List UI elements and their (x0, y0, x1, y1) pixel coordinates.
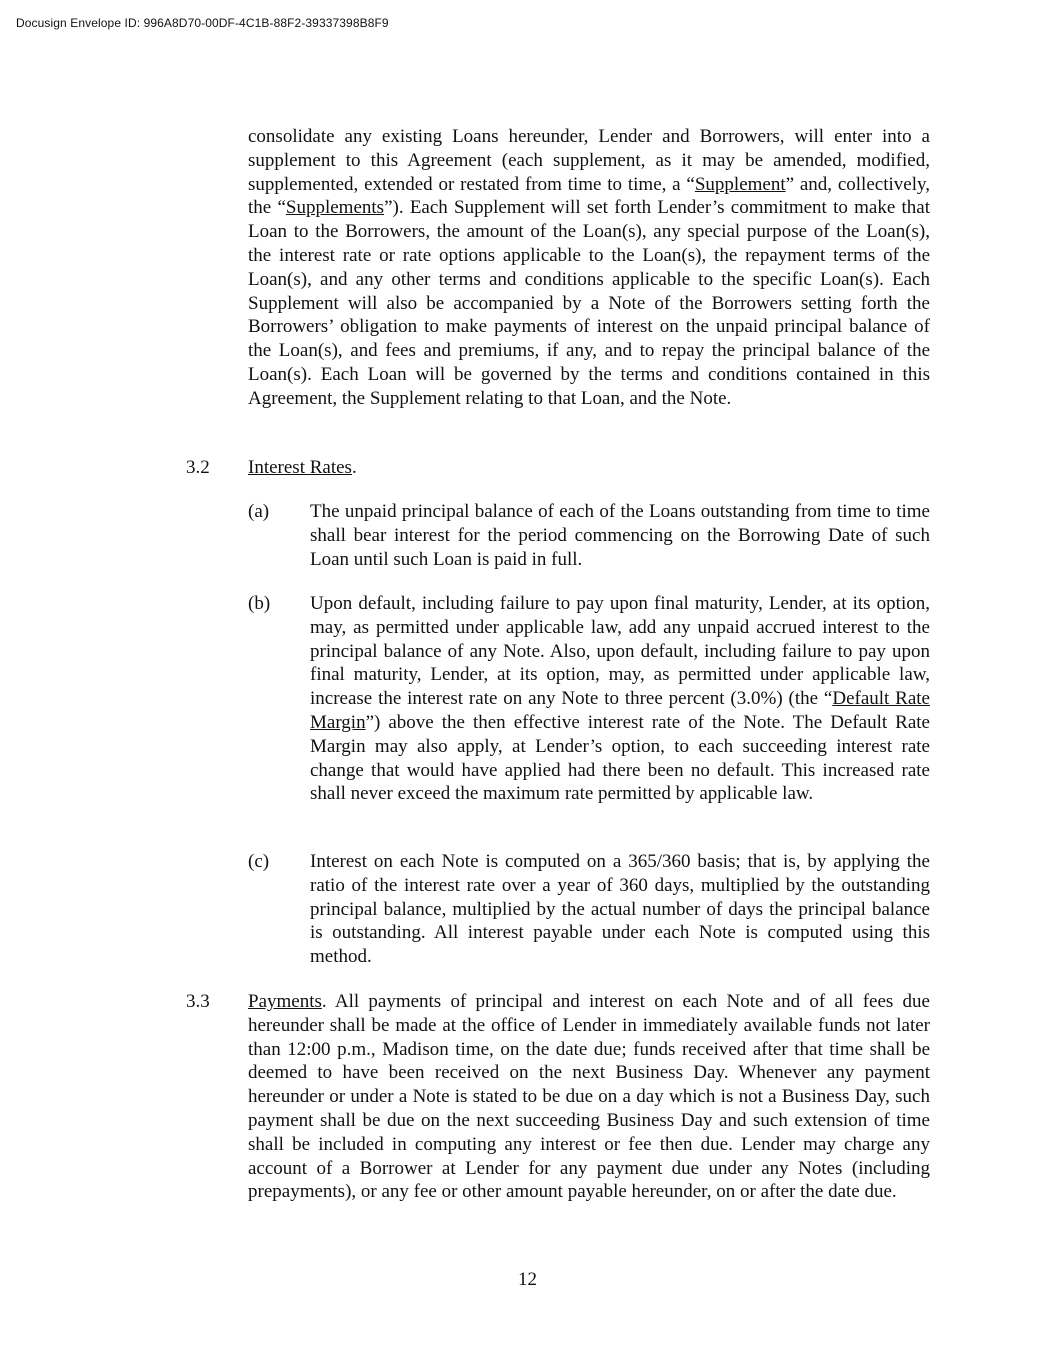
section-3-2-title-period: . (351, 457, 357, 478)
subsection-b-text-1: Upon default, including failure to pay upon final maturity, Lender, at its option, may, as permitted under applicable law, add any unpaid accrued interest to the principal balance of any Note. Also, upon default, including failure to pay upon final maturity, Lender, at its option, may, as permitted under applicable law, increase the interest rate on any Note to three percent (3.0%) (the “ (310, 593, 930, 710)
subsection-a-label: (a) (248, 501, 270, 522)
intro-text-3: ”). Each Supplement will set forth Lender’s commitment to make that Loan to the Borrowers, the amount of the Loan(s), any special purpose of the Loan(s), the interest rate or rate options applicable to the Loan(s), the repayment terms of the Loan(s), and any other terms and conditions applicable to the specific Loan(s). Each Supplement will also be accompanied by a Note of the Borrowers setting forth the Borrowers’ obligation to make payments of interest on the unpaid principal balance of the Loan(s), and fees and premiums, if any, and to repay the principal balance of the Loan(s). Each Loan will be governed by the terms and conditions contained in this Agreement, the Supplement relating to that Loan, and the Note. (248, 197, 930, 409)
subsection-b-label: (b) (248, 593, 271, 614)
page-number: 12 (518, 1269, 537, 1290)
section-3-2-number: 3.2 (186, 457, 210, 478)
subsection-c-label: (c) (248, 851, 270, 872)
intro-text-2: ” and, collectively, the “ (248, 173, 930, 219)
subsection-b-text-2: ”) above the then effective interest rate of the Note. The Default Rate Margin may also apply, at Lender’s option, to each succeeding interest rate change that would have applied had there been no default. This increased rate shall never exceed the maximum rate permitted by applicable law. (310, 711, 930, 805)
subsection-a-text: The unpaid principal balance of each of the Loans outstanding from time to time shall bear interest for the period commencing on the Borrowing Date of such Loan until such Loan is paid in full. (310, 501, 930, 570)
docusign-envelope-id: Docusign Envelope ID: 996A8D70-00DF-4C1B-88F2-39337398B8F9 (16, 16, 389, 30)
defined-term-default-rate-margin: Default Rate Margin (310, 688, 930, 733)
subsection-b-text (310, 592, 930, 806)
defined-term-supplements: Supplements (285, 197, 385, 219)
section-3-3-number: 3.3 (186, 991, 210, 1012)
defined-term-supplement: Supplement (694, 173, 786, 195)
subsection-c-text: Interest on each Note is computed on a 365/360 basis; that is, by applying the ratio of the interest rate over a year of 360 days, multiplied by the outstanding principal balance, multiplied by the actual number of days the principal balance is outstanding. All interest payable under each Note is computed using this method. (310, 851, 930, 968)
section-3-3-title: Payments (248, 991, 322, 1012)
section-3-3-text: . All payments of principal and interest on each Note and of all fees due hereunder shall be made at the office of Lender in immediately available funds not later than 12:00 p.m., Madison time, on the date due; funds received after that time shall be deemed to have been received on the next Business Day. Whenever any payment hereunder or under a Note is stated to be due on a day which is not a Business Day, such payment shall be due on the next succeeding Business Day and such extension of time shall be included in computing any interest or fee then due. Lender may charge any account of a Borrower at Lender for any payment due under any Notes (including prepayments), or any fee or other amount payable hereunder, on or after the date due. (248, 991, 930, 1203)
section-3-3-paragraph (248, 990, 930, 1204)
section-3-2-title: Interest Rates (248, 457, 352, 478)
intro-text-1: consolidate any existing Loans hereunder, Lender and Borrowers, will enter into a supplement to this Agreement (each supplement, as it may be amended, modified, supplemented, extended or restated from time to time, a “ (248, 126, 930, 195)
intro-paragraph (248, 125, 930, 411)
section-3-2-heading (248, 456, 357, 480)
